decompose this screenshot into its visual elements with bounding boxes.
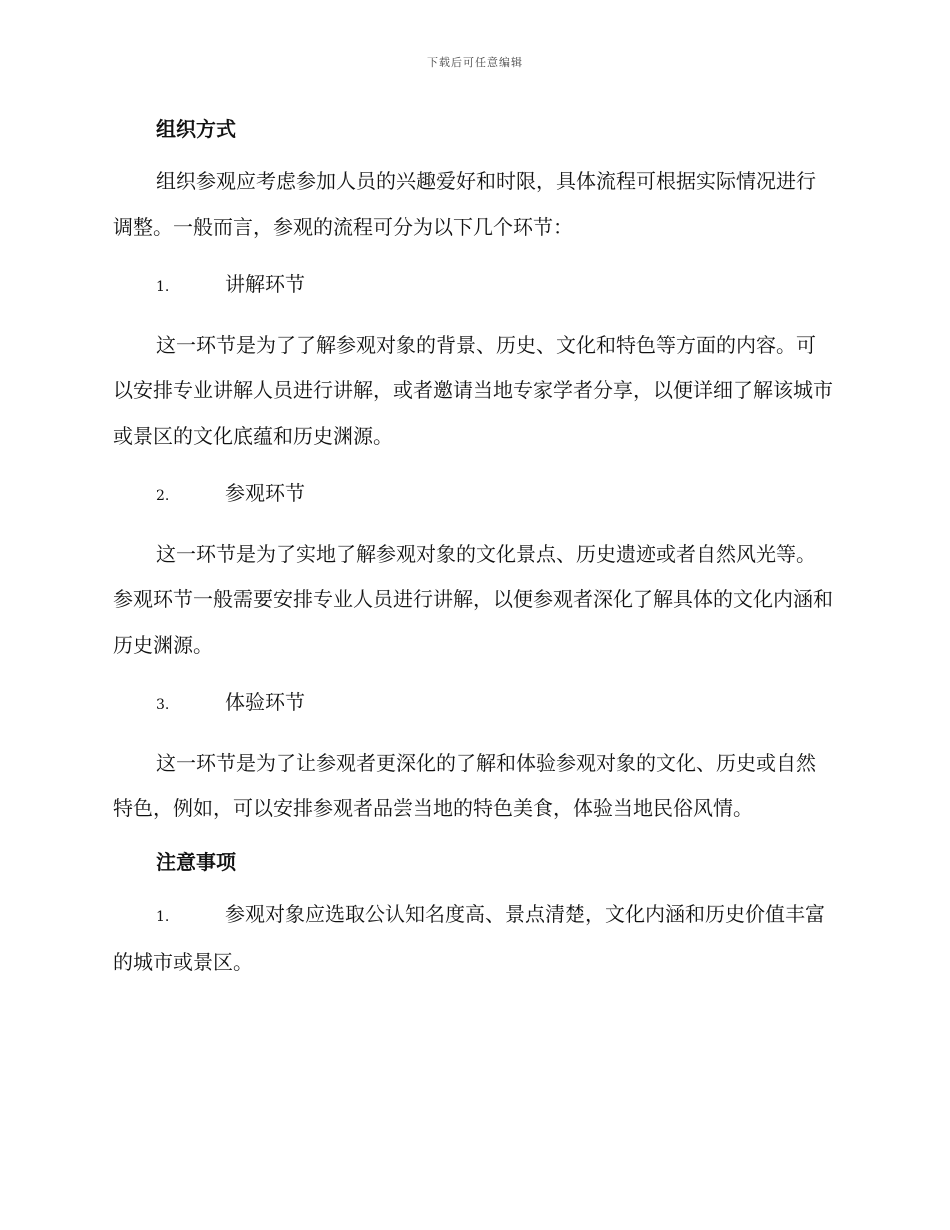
step-heading-3 <box>113 680 835 729</box>
note-number: 1. <box>156 908 170 925</box>
note-text: 参观对象应选取公认知名度高、景点清楚，文化内涵和历史价值丰富的城市或景区。 <box>113 901 825 974</box>
document-body <box>113 112 835 986</box>
page-header: 下载后可任意编辑 <box>427 56 523 69</box>
step-label: 讲解环节 <box>225 272 305 296</box>
step-number: 3. <box>156 697 170 713</box>
step-description-3: 这一环节是为了让参观者更深化的了解和体验参观对象的文化、历史或自然特色，例如，可以安排参观者品尝当地的特色美食，体验当地民俗风情。 <box>113 750 816 820</box>
step-heading-1 <box>113 262 835 311</box>
organization-intro: 组织参观应考虑参加人员的兴趣爱好和时限，具体流程可根据实际情况进行调整。一般而言，参观的流程可分为以下几个环节： <box>113 169 816 239</box>
step-heading-2 <box>113 471 835 520</box>
step-description-1: 这一环节是为了了解参观对象的背景、历史、文化和特色等方面的内容。可以安排专业讲解人员进行讲解，或者邀请当地专家学者分享，以便详细了解该城市或景区的文化底蕴和历史渊源。 <box>113 332 833 448</box>
step-number: 1. <box>156 279 170 295</box>
step-label: 参观环节 <box>225 481 305 505</box>
section-title-organization: 组织方式 <box>156 117 236 141</box>
step-description-2: 这一环节是为了实地了解参观对象的文化景点、历史遗迹或者自然风光等。参观环节一般需要安排专业人员进行讲解，以便参观者深化了解具体的文化内涵和历史渊源。 <box>113 541 833 657</box>
note-item-1 <box>113 892 835 986</box>
step-number: 2. <box>156 488 170 504</box>
step-label: 体验环节 <box>225 690 305 714</box>
section-title-notes: 注意事项 <box>156 849 236 874</box>
